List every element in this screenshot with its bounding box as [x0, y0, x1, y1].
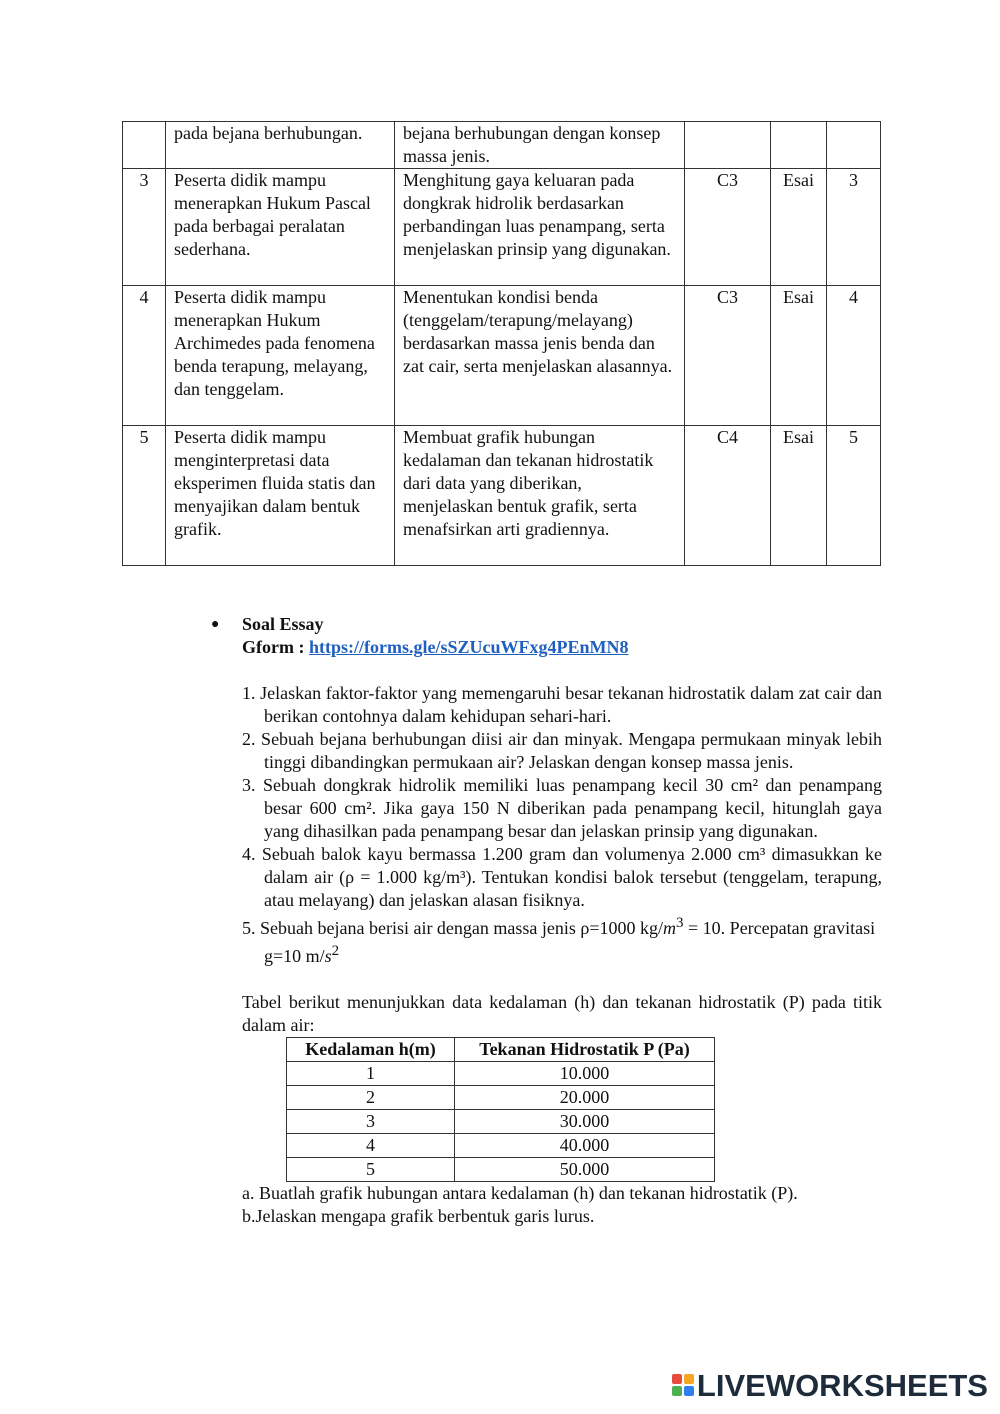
question-1: 1. Jelaskan faktor-faktor yang memengaruhi besar tekanan hidrostatik dalam zat cair dan berikan contohnya dalam kehidupan sehari-hari. [242, 683, 882, 726]
sub-question-b: b.Jelaskan mengapa grafik berbentuk garis lurus. [242, 1206, 595, 1226]
cell-depth: 3 [287, 1110, 455, 1134]
cell-soal: bejana berhubungan dengan konsep massa jenis. [395, 122, 685, 169]
cell-level [685, 122, 771, 169]
essay-heading: Soal Essay [242, 614, 324, 634]
question-5-part1: 5. Sebuah bejana berisi air dengan massa jenis ρ=1000 kg/ [242, 918, 664, 938]
question-5-exp3: 3 [676, 915, 684, 931]
sub-question-a: a. Buatlah grafik hubungan antara kedalaman (h) dan tekanan hidrostatik (P). [242, 1183, 798, 1203]
cell-pressure: 20.000 [455, 1086, 715, 1110]
cell-indikator: Peserta didik mampu menginterpretasi data eksperimen fluida statis dan menyajikan dalam bentuk grafik. [166, 426, 395, 566]
cell-indikator: pada bejana berhubungan. [166, 122, 395, 169]
cell-nomor: 5 [827, 426, 881, 566]
table-row [287, 1158, 715, 1182]
liveworksheets-logo-icon [672, 1374, 694, 1396]
table-row [287, 1086, 715, 1110]
liveworksheets-brand [672, 1367, 988, 1403]
cell-level: C4 [685, 426, 771, 566]
cell-pressure: 50.000 [455, 1158, 715, 1182]
cell-nomor: 4 [827, 286, 881, 426]
cell-no [123, 122, 166, 169]
cell-depth: 2 [287, 1086, 455, 1110]
kisi-kisi-table [122, 121, 881, 566]
kisi-table-body [123, 122, 881, 566]
gform-line [242, 636, 882, 659]
cell-no: 5 [123, 426, 166, 566]
table-row [123, 169, 881, 286]
cell-depth: 5 [287, 1158, 455, 1182]
cell-soal: Membuat grafik hubungan kedalaman dan tekanan hidrostatik dari data yang diberikan, menjelaskan bentuk grafik, serta menafsirkan arti gradiennya. [395, 426, 685, 566]
essay-heading-block [211, 613, 882, 659]
question-2: 2. Sebuah bejana berhubungan diisi air dan minyak. Mengapa permukaan minyak lebih tinggi dibandingkan permukaan air? Jelaskan dengan konsep massa jenis. [242, 729, 882, 772]
table-row [123, 122, 881, 169]
bullet-icon: ● [211, 617, 220, 632]
cell-nomor [827, 122, 881, 169]
table-row [287, 1062, 715, 1086]
cell-soal: Menentukan kondisi benda (tenggelam/terapung/melayang) berdasarkan massa jenis benda dan zat cair, serta menjelaskan alasannya. [395, 286, 685, 426]
cell-no: 3 [123, 169, 166, 286]
cell-soal: Menghitung gaya keluaran pada dongkrak hidrolik berdasarkan perbandingan luas penampang, serta menjelaskan prinsip yang digunakan. [395, 169, 685, 286]
table-row [287, 1110, 715, 1134]
cell-depth: 1 [287, 1062, 455, 1086]
table-header-row [287, 1038, 715, 1062]
question-5-exp2: 2 [331, 943, 340, 959]
cell-pressure: 40.000 [455, 1134, 715, 1158]
depth-pressure-table [286, 1037, 715, 1182]
cell-indikator: Peserta didik mampu menerapkan Hukum Archimedes pada fenomena benda terapung, melayang, dan tenggelam. [166, 286, 395, 426]
table-intro: Tabel berikut menunjukkan data kedalaman (h) dan tekanan hidrostatik (P) pada titik dalam air: [242, 992, 882, 1035]
cell-indikator: Peserta didik mampu menerapkan Hukum Pascal pada berbagai peralatan sederhana. [166, 169, 395, 286]
cell-bentuk: Esai [771, 286, 827, 426]
cell-nomor: 3 [827, 169, 881, 286]
gform-link[interactable]: https://forms.gle/sSZUcuWFxg4PEnMN8 [308, 637, 629, 657]
cell-bentuk: Esai [771, 169, 827, 286]
essay-section [211, 613, 882, 1228]
header-depth: Kedalaman h(m) [287, 1038, 455, 1062]
cell-bentuk [771, 122, 827, 169]
question-5-s: s [324, 946, 332, 966]
header-pressure: Tekanan Hidrostatik P (Pa) [455, 1038, 715, 1062]
question-4: 4. Sebuah balok kayu bermassa 1.200 gram dan volumenya 2.000 cm³ dimasukkan ke dalam air (ρ = 1.000 kg/m³). Tentukan kondisi balok tersebut (tenggelam, terapung, atau melayang) dan jelaskan alasan fisiknya. [242, 844, 882, 910]
question-5-part2: = 10. Percepatan gravitasi g=10 m/ [264, 918, 876, 966]
cell-bentuk: Esai [771, 426, 827, 566]
cell-depth: 4 [287, 1134, 455, 1158]
table-row [123, 426, 881, 566]
cell-pressure: 30.000 [455, 1110, 715, 1134]
question-3: 3. Sebuah dongkrak hidrolik memiliki luas penampang kecil 30 cm² dan penampang besar 600 cm². Jika gaya 150 N diberikan pada penampang kecil, hitunglah gaya yang dihasilkan pada penampang besar dan jelaskan prinsip yang digunakan. [242, 775, 882, 841]
cell-no: 4 [123, 286, 166, 426]
cell-pressure: 10.000 [455, 1062, 715, 1086]
cell-level: C3 [685, 286, 771, 426]
table-row [287, 1134, 715, 1158]
gform-label: Gform : [242, 637, 309, 657]
brand-name: LIVEWORKSHEETS [696, 1367, 988, 1403]
table-row [123, 286, 881, 426]
question-5 [242, 912, 882, 968]
cell-level: C3 [685, 169, 771, 286]
question-5-m: m [663, 918, 677, 938]
